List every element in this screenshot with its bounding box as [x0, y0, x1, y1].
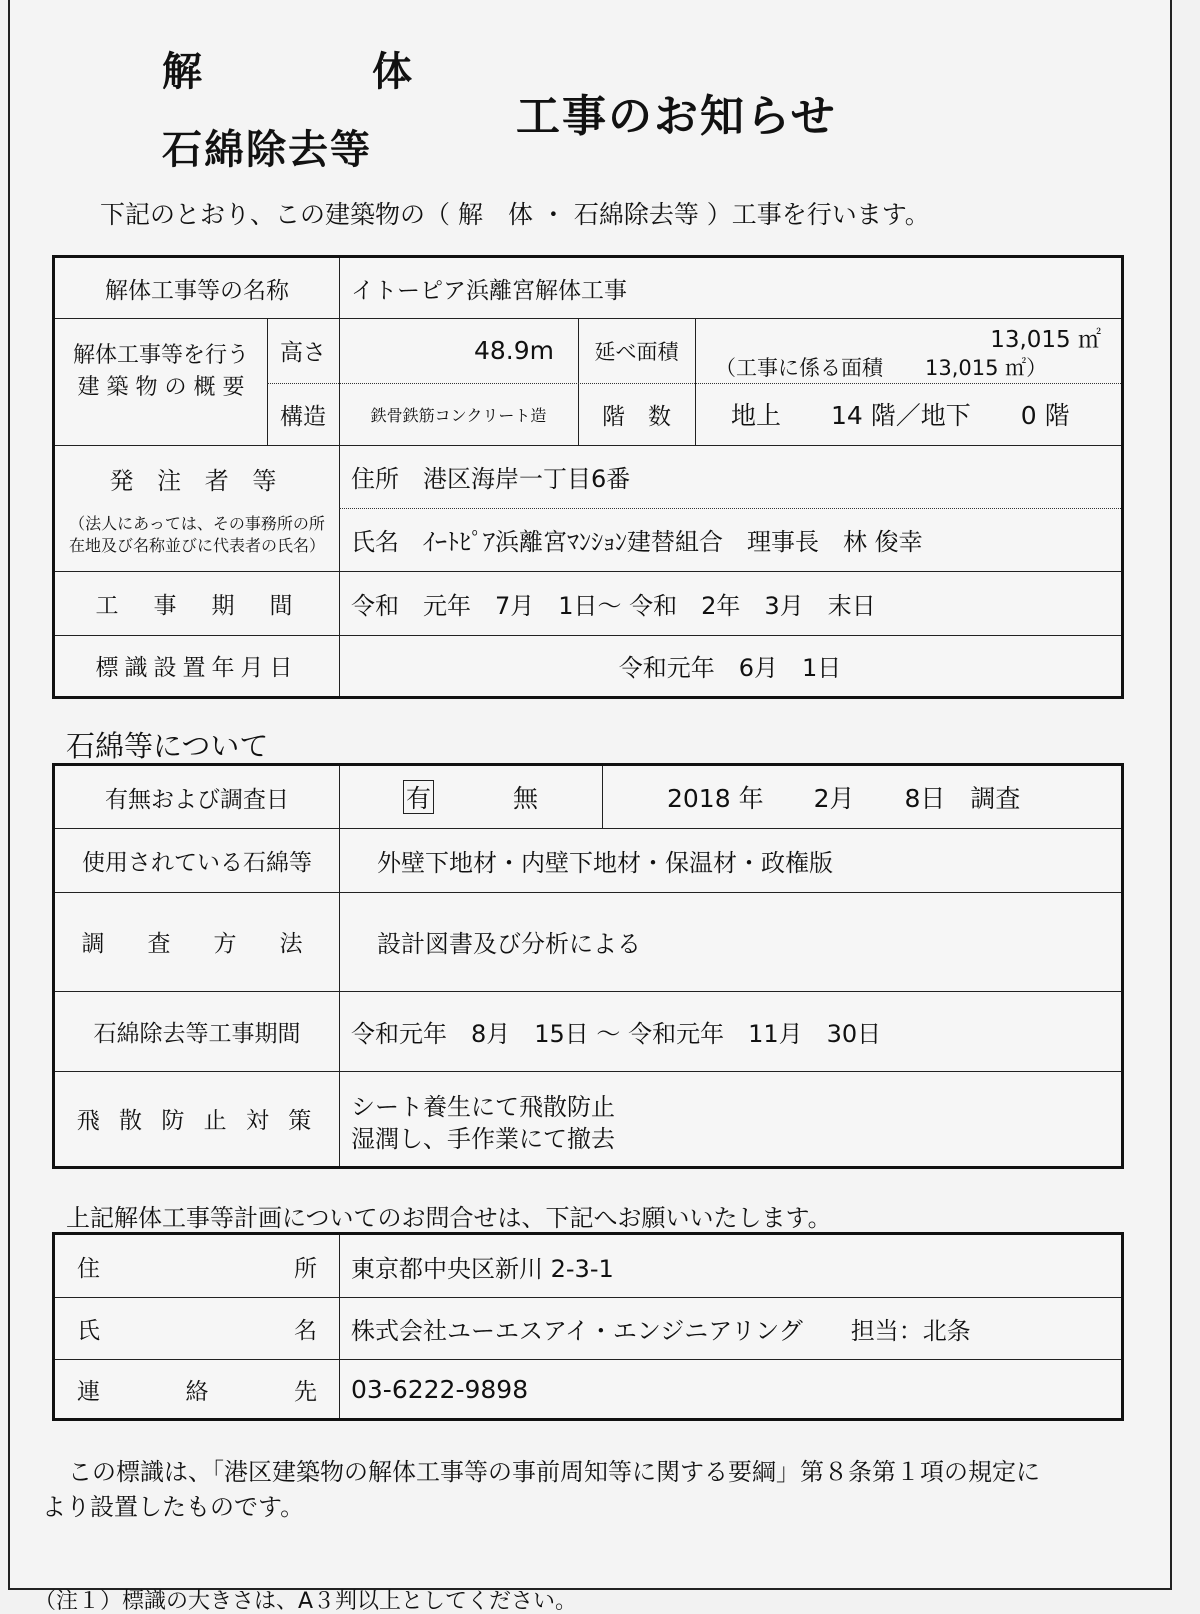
cut-off-note: （注１）標識の大きさは、A３判以上としてください。 [34, 1589, 578, 1614]
asbestos-table [52, 763, 1124, 1169]
client-note-2: 在地及び名称並びに代表者の氏名） [68, 536, 325, 555]
materials-label: 使用されている石綿等 [82, 849, 312, 876]
footer-note-2: より設置したものです。 [42, 1493, 305, 1521]
work-area-value: （工事に係る面積 13,015 ㎡） [715, 356, 1048, 380]
address-value: 東京都中央区新川 2-3-1 [351, 1254, 614, 1283]
name-label: 解体工事等の名称 [105, 277, 289, 304]
name-value: イトーピア浜離宮解体工事 [351, 277, 627, 304]
client-address: 住所 港区海岸一丁目6番 [351, 465, 631, 493]
footer-note-1: この標識は、「港区建築物の解体工事等の事前周知等に関する要綱」第８条第１項の規定に [68, 1458, 1040, 1486]
structure-value: 鉄骨鉄筋コンクリート造 [370, 405, 547, 425]
work-type-demolition: 解 体 [162, 49, 414, 95]
presence-label: 有無および調査日 [105, 786, 289, 813]
asbestos-section-title: 石綿等について [66, 729, 269, 763]
floor-area-value: 13,015 ㎡ [990, 326, 1101, 353]
client-label: 発 注 者 等 [109, 466, 285, 495]
materials-value: 外壁下地材・内壁下地材・保温材・政権版 [377, 848, 833, 877]
company-name-value: 株式会社ユーエスアイ・エンジニアリング 担当：北条 [351, 1316, 971, 1345]
floors-value: 地上 14 階／地下 0 階 [731, 401, 1070, 430]
presence-no: 無 [513, 784, 539, 813]
name-label-b: 名 [294, 1317, 317, 1344]
measures-label: 飛 散 防 止 対 策 [76, 1108, 318, 1134]
floor-area-label: 延べ面積 [594, 339, 679, 364]
method-value: 設計図書及び分析による [377, 930, 641, 958]
sign-date-label: 標識設置年月日 [95, 655, 299, 681]
height-value: 48.9m [473, 336, 554, 365]
measures-value-2: 湿潤し、手作業にて撤去 [351, 1124, 615, 1153]
floors-label: 階 数 [602, 403, 671, 430]
survey-date: 2018 年 2月 8日 調査 [667, 784, 1021, 813]
sign-date-value: 令和元年 6月 1日 [618, 654, 842, 682]
phone-label-a: 連 [77, 1378, 100, 1405]
phone-label-b: 絡 [185, 1378, 209, 1405]
removal-period-value: 令和元年 8月 15日 ～ 令和元年 11月 30日 [351, 1019, 882, 1048]
measures-value-1: シート養生にて飛散防止 [351, 1092, 615, 1121]
phone-label-c: 先 [294, 1378, 317, 1405]
structure-label: 構造 [280, 403, 326, 430]
intro-text: 下記のとおり、この建築物の（ 解 体 ・ 石綿除去等 ）工事を行います。 [100, 200, 930, 229]
client-name: 氏名 ｲｰﾄﾋﾟｱ浜離宮ﾏﾝｼｮﾝ建替組合 理事長 林 俊幸 [351, 528, 923, 556]
contact-intro: 上記解体工事等計画についてのお問合せは、下記へお願いいたします。 [66, 1204, 832, 1232]
phone-value: 03-6222-9898 [351, 1374, 529, 1404]
presence-yes-selected: 有 [403, 780, 434, 814]
work-type-asbestos: 石綿除去等 [162, 127, 372, 173]
method-label: 調 査 方 法 [81, 931, 313, 957]
client-note-1: （法人にあっては、その事務所の所 [69, 514, 325, 533]
page-title: 工事のお知らせ [516, 91, 837, 142]
address-label-a: 住 [77, 1255, 100, 1282]
contact-table [52, 1232, 1124, 1421]
building-table [52, 255, 1124, 699]
period-label: 工 事 期 間 [95, 592, 299, 619]
height-label: 高さ [280, 340, 326, 366]
overview-label: 解体工事等を行う [72, 342, 249, 368]
name-label-a: 氏 [77, 1317, 100, 1344]
period-value: 令和 元年 7月 1日～ 令和 2年 3月 末日 [351, 591, 876, 620]
overview-label-2: 建 築 物 の 概 要 [77, 374, 245, 400]
removal-period-label: 石綿除去等工事期間 [93, 1020, 301, 1047]
address-label-b: 所 [294, 1255, 317, 1282]
